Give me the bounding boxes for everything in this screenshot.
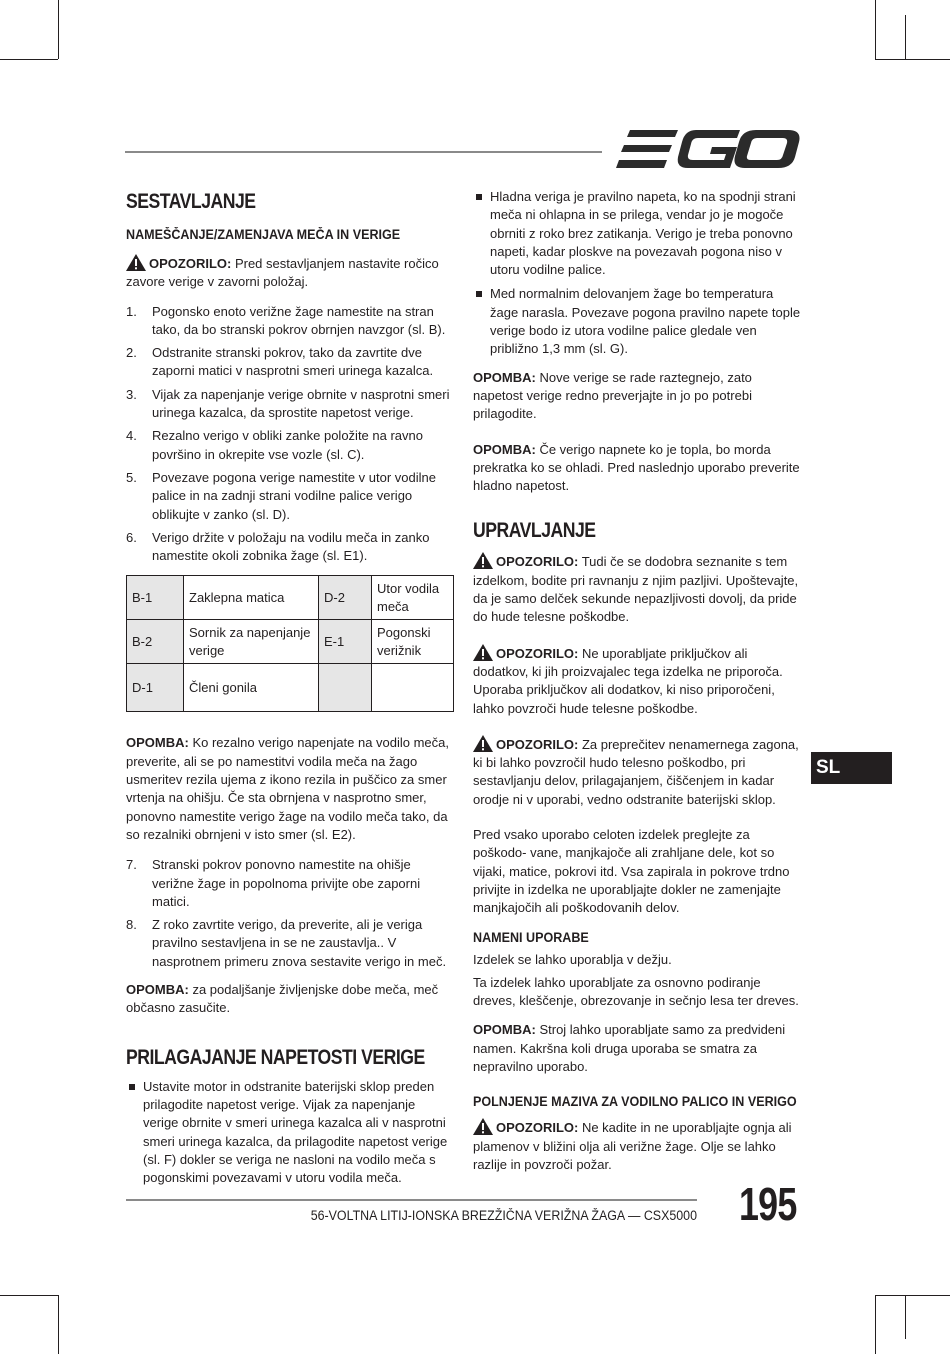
warning-text: Za preprečitev nenamernega zagona, ki bi lahko povzročil hudo telesno poškodbo, pri sestavljanju delov, prilagajanjem, čiščenjem in kadar orodje ni v uporabi, vedno odstranite baterijski sklop. <box>473 736 799 807</box>
body-paragraph: Pred vsako uporabo celoten izdelek preglejte za poškodo- vane, manjkajoče ali zrahljane dele, kot so vijaki, matice, pokrovi itd. Vsa zapirala in pokrove trdno privijte in izdelka ne uporabljajte dokler ne zamenjajte manjkajočih ali poškodovanih delov. <box>473 827 790 916</box>
header-rule <box>125 151 602 153</box>
table-cell: B-1 <box>127 576 184 620</box>
table-cell: Sornik za napenjanje verige <box>184 620 319 664</box>
note-paragraph <box>126 734 454 844</box>
crop-mark <box>875 1295 876 1354</box>
note-label: OPOMBA: <box>126 735 189 751</box>
step-text: Rezalno verigo v obliki zanke položite na ravno površino in okrepite vse vozle (sl. C). <box>152 428 423 462</box>
table-cell <box>319 664 372 712</box>
note-label: OPOMBA: <box>473 441 536 457</box>
step-number: 8. <box>126 917 137 933</box>
step-number: 7. <box>126 857 137 873</box>
note-label: OPOMBA: <box>473 1022 536 1038</box>
step-text: Stranski pokrov ponovno namestite na ohišje verižne žage in popolnoma privijte obe zaporni matici. <box>152 857 421 909</box>
note-paragraph <box>126 981 454 1018</box>
table-row <box>127 664 454 712</box>
table-cell: Členi gonila <box>184 664 319 712</box>
parts-table <box>126 575 454 712</box>
step-text: Vijak za napenjanje verige obrnite v nasprotni smeri urinega kazalca, da sprostite napetost verige. <box>152 386 450 421</box>
step-number: 1. <box>126 303 137 319</box>
warning-paragraph <box>473 552 801 626</box>
warning-icon <box>473 552 493 569</box>
warning-label: OPOZORILO: <box>496 736 579 752</box>
step-text: Povezave pogona verige namestite v utor vodilne palice in na zadnji strani vodilne palice verigo oblikujte v zanko (sl. D). <box>152 469 437 522</box>
table-cell: B-2 <box>127 620 184 664</box>
bullet-square-icon <box>129 1084 135 1090</box>
note-label: OPOMBA: <box>473 369 536 385</box>
table-cell <box>372 664 454 712</box>
bullet-list <box>126 1078 454 1188</box>
bullet-text: Med normalnim delovanjem žage bo temperatura žage narasla. Povezave pogona pravilno napete tople verige bodo iz utora vodilne palice gledale ven približno 1,3 mm (sl. G). <box>490 286 801 357</box>
bullet-square-icon <box>476 291 482 297</box>
list-item <box>126 303 454 340</box>
list-item <box>473 285 801 358</box>
step-number: 4. <box>126 428 137 444</box>
warning-label: OPOZORILO: <box>149 256 232 271</box>
table-row <box>127 620 454 664</box>
note-label: OPOMBA: <box>126 982 189 998</box>
step-text: Pogonsko enoto verižne žage namestite na stran tako, da bo stranski pokrov obrnjen navzgor (sl. B). <box>152 303 446 337</box>
body-paragraph: Izdelek se lahko uporablja v dežju. <box>473 951 672 967</box>
list-item <box>126 344 454 381</box>
list-item <box>473 188 801 279</box>
note-paragraph <box>473 369 801 424</box>
crop-mark <box>875 0 876 59</box>
warning-paragraph <box>126 254 454 292</box>
list-item <box>126 427 454 464</box>
left-column <box>126 188 454 1193</box>
step-number: 6. <box>126 529 137 545</box>
page-number: 195 <box>739 1178 797 1230</box>
table-cell: Utor vodila meča <box>372 576 454 620</box>
right-column <box>473 188 801 1174</box>
table-cell: E-1 <box>319 620 372 664</box>
ego-logo <box>616 128 800 172</box>
warning-text: Tudi če se dodobra seznanite s tem izdelkom, bodite pri ravnanju z njim pazljivi. Upoštevajte, da je samo delček sekunde nepazljivosti dovolj, da pride do hude telesne poškodbe. <box>473 554 799 625</box>
warning-label: OPOZORILO: <box>496 645 579 661</box>
note-text: Ko rezalno verigo napenjate na vodilo meča, preverite, ali se po namestitvi vodila meča na žago usmeritev rezila ujema z ikono rezila in puščico za smer vrtenja na ohišju. Če sta obrnjena v nasprotno smer, ponovno namestite verigo žage na vodilo meča tako, da so rezalniki obrnjeni v isto smer (sl. E2). <box>126 735 450 842</box>
step-number: 3. <box>126 386 137 402</box>
warning-paragraph <box>473 735 801 809</box>
crop-mark <box>58 1295 59 1354</box>
footer-product-title: 56-VOLTNA LITIJ-IONSKA BREZŽIČNA VERIŽNA ŽAGA — CSX5000 <box>310 1208 697 1223</box>
step-number: 2. <box>126 345 137 361</box>
warning-label: OPOZORILO: <box>496 554 579 570</box>
list-item <box>126 529 454 566</box>
subsection-title: NAMEŠČANJE/ZAMENJAVA MEČA IN VERIGE <box>126 227 401 242</box>
table-cell: Pogonski verižnik <box>372 620 454 664</box>
list-item <box>126 1078 454 1188</box>
warning-label: OPOZORILO: <box>496 1120 579 1136</box>
crop-mark <box>875 1295 950 1296</box>
note-paragraph <box>473 1021 801 1076</box>
list-item <box>126 916 454 971</box>
bullet-text: Ustavite motor in odstranite baterijski sklop preden prilagodite napetost verige. Vijak za napenjanje verige obrnite v smeri urinega kazalca ali v nasprotni smeri urinega kazalca, da prilagodite napetost verige (sl. F) dokler se veriga ne nasloni na vodilo meča s pogonskimi povezavami v utoru vodila meča. <box>143 1078 448 1186</box>
table-cell: D-1 <box>127 664 184 712</box>
crop-mark <box>875 59 950 60</box>
section-title: PRILAGAJANJE NAPETOSTI VERIGE <box>126 1045 425 1069</box>
section-title: SESTAVLJANJE <box>126 190 256 213</box>
table-cell: Zaklepna matica <box>184 576 319 620</box>
list-item <box>126 856 454 911</box>
subsection-title: NAMENI UPORABE <box>473 929 589 945</box>
subsection-title: POLNJENJE MAZIVA ZA VODILNO PALICO IN VERIGO <box>473 1094 797 1110</box>
note-text: Stroj lahko uporabljate samo za predvideni namen. Kakršna koli druga uporaba se smatra za nepravilno uporabo. <box>473 1022 786 1074</box>
language-tab: SL <box>811 752 892 784</box>
warning-text: Pred sestavljanjem nastavite ročico zavore verige v zavorni položaj. <box>126 256 439 290</box>
warning-icon <box>126 254 146 271</box>
step-text: Verigo držite v položaju na vodilu meča in zanko namestite okoli zobnika žage (sl. E1). <box>152 529 430 564</box>
warning-icon <box>473 735 493 752</box>
warning-paragraph <box>473 644 801 718</box>
table-row <box>127 576 454 620</box>
step-text: Z roko zavrtite verigo, da preverite, ali je veriga pravilno sestavljena in se ne zaustavlja.. V nasprotnem primeru znova sestavite verigo in meč. <box>152 917 447 969</box>
warning-icon <box>473 644 493 661</box>
note-text: Če verigo napnete ko je topla, bo morda prekratka ko se ohladi. Pred naslednjo uporabo preverite hladno napetost. <box>473 441 800 494</box>
warning-icon <box>473 1118 493 1135</box>
note-paragraph <box>473 441 801 496</box>
warning-text: Ne uporabljate priključkov ali dodatkov, ki jih proizvajalec tega izdelka ne priporoča. Uporaba priključkov ali dodatkov, ki niso priporočeni, lahko povzroči hude telesne poškodbe. <box>473 645 783 716</box>
crop-mark <box>905 1295 906 1339</box>
warning-text: Ne kadite in ne uporabljajte ognja ali plamenov v bližini olja ali verižne žage. Olje se lahko razlije in povzroči požar. <box>473 1120 792 1172</box>
crop-mark <box>0 59 58 60</box>
bullet-text: Hladna veriga je pravilno napeta, ko na spodnji strani meča ni ohlapna in se prilega, vendar jo je mogoče obrniti z roko brez zatikanja. Verigo je treba ponovno napeti, kadar ploskve na povezavah pogona niso v utoru vodilne palice. <box>490 189 796 278</box>
crop-mark <box>0 1295 58 1296</box>
section-title: UPRAVLJANJE <box>473 519 596 543</box>
footer-rule <box>126 1199 697 1201</box>
warning-paragraph <box>473 1118 801 1174</box>
table-cell: D-2 <box>319 576 372 620</box>
note-text: za podaljšanje življenjske dobe meča, meč občasno zasučite. <box>126 982 439 1016</box>
assembly-steps-continued <box>126 856 454 971</box>
list-item <box>126 386 454 423</box>
step-number: 5. <box>126 469 137 485</box>
bullet-square-icon <box>476 194 482 200</box>
bullet-list <box>473 188 801 359</box>
crop-mark <box>58 0 59 59</box>
step-text: Odstranite stranski pokrov, tako da zavrtite dve zaporni matici v nasprotni smeri urinega kazalca. <box>152 345 434 379</box>
list-item <box>126 469 454 524</box>
assembly-steps <box>126 303 454 566</box>
body-paragraph: Ta izdelek lahko uporabljate za osnovno podiranje dreves, kleščenje, obrezovanje in sečnjo lesa ter dreves. <box>473 974 799 1009</box>
note-text: Nove verige se rade raztegnejo, zato napetost verige redno preverjajte in jo po potrebi prilagodite. <box>473 369 752 422</box>
crop-mark <box>905 15 906 59</box>
